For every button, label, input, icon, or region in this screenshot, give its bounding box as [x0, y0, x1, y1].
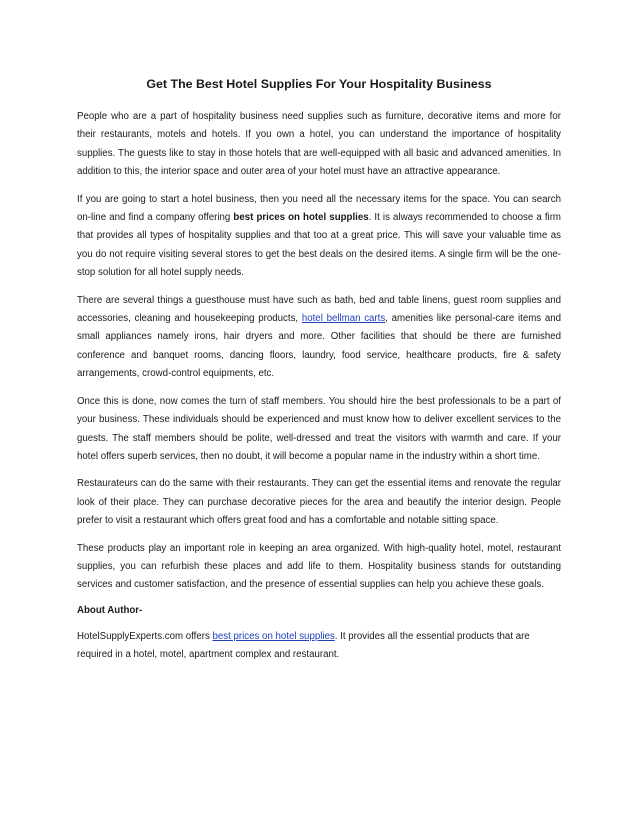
paragraph-staff: Once this is done, now comes the turn of staff members. You should hire the best professionals to be a part of your business. These individuals should be experienced and must know how to deliver excellent services to the guests. The staff members should be polite, well-dressed and treat the visitors with warmth and care. If your hotel offers superb services, then no doubt, it will become a popular name in the industry within a short time. — [77, 395, 561, 462]
paragraph-text: There are several things a guesthouse must have such as bath, bed and table linens, guest room supplies and accessories, cleaning and housekeeping products, — [77, 294, 561, 325]
paragraph-restaurateurs: Restaurateurs can do the same with their restaurants. They can get the essential items and renovate the regular look of their place. They can purchase decorative pieces for the area and beautify the interior design. People prefer to visit a restaurant which offers great food and has a comfortable and notable sitting space. — [77, 478, 561, 527]
paragraph-starting-business — [77, 191, 561, 283]
bold-phrase: best prices on hotel supplies — [233, 212, 369, 224]
paragraph-text: , amenities like personal-care items and small appliances namely irons, hair dryers and more. Other facilities that should be there are furnished conference and banquet rooms, dancing floors, laundry, food service, healthcare products, fire & safety arrangements, crowd-control equipments, etc. — [77, 313, 561, 380]
author-heading: About Author- — [77, 604, 143, 616]
paragraph-guesthouse-items — [77, 292, 561, 384]
paragraph-products-role: These products play an important role in keeping an area organized. With high-quality hotel, motel, restaurant supplies, you can refurbish these places and add life to them. Hospitality business stands for outstanding services and customer satisfaction, and the presence of essential supplies can help you achieve these goals. — [77, 542, 561, 591]
paragraph-text: . It is always recommended to choose a firm that provides all types of hospitality supplies and that too at a great price. This will save your valuable time as you do not require visiting several stores to get the best deals on the desired items. A single firm will be the one-stop solution for all hotel supply needs. — [77, 212, 561, 279]
paragraph-text: HotelSupplyExperts.com offers — [77, 630, 213, 642]
link-best-prices-hotel-supplies[interactable]: best prices on hotel supplies — [212, 630, 335, 642]
paragraph-text: . It provides all the essential products that are required in a hotel, motel, apartment complex and restaurant. — [77, 630, 530, 661]
paragraph-text: If you are going to start a hotel business, then you need all the necessary items for the space. You can search on-line and find a company offering — [77, 193, 561, 224]
page-title: Get The Best Hotel Supplies For Your Hospitality Business — [146, 77, 492, 91]
paragraph-intro: People who are a part of hospitality business need supplies such as furniture, decorative items and more for their restaurants, motels and hotels. If you own a hotel, you can understand the importance of hospitality supplies. The guests like to stay in those hotels that are well-equipped with all basic and advanced amenities. In addition to this, the interior space and outer area of your hotel must have an attractive appearance. — [77, 111, 561, 178]
paragraph-author — [77, 628, 561, 665]
link-hotel-bellman-carts[interactable]: hotel bellman carts — [301, 313, 386, 325]
